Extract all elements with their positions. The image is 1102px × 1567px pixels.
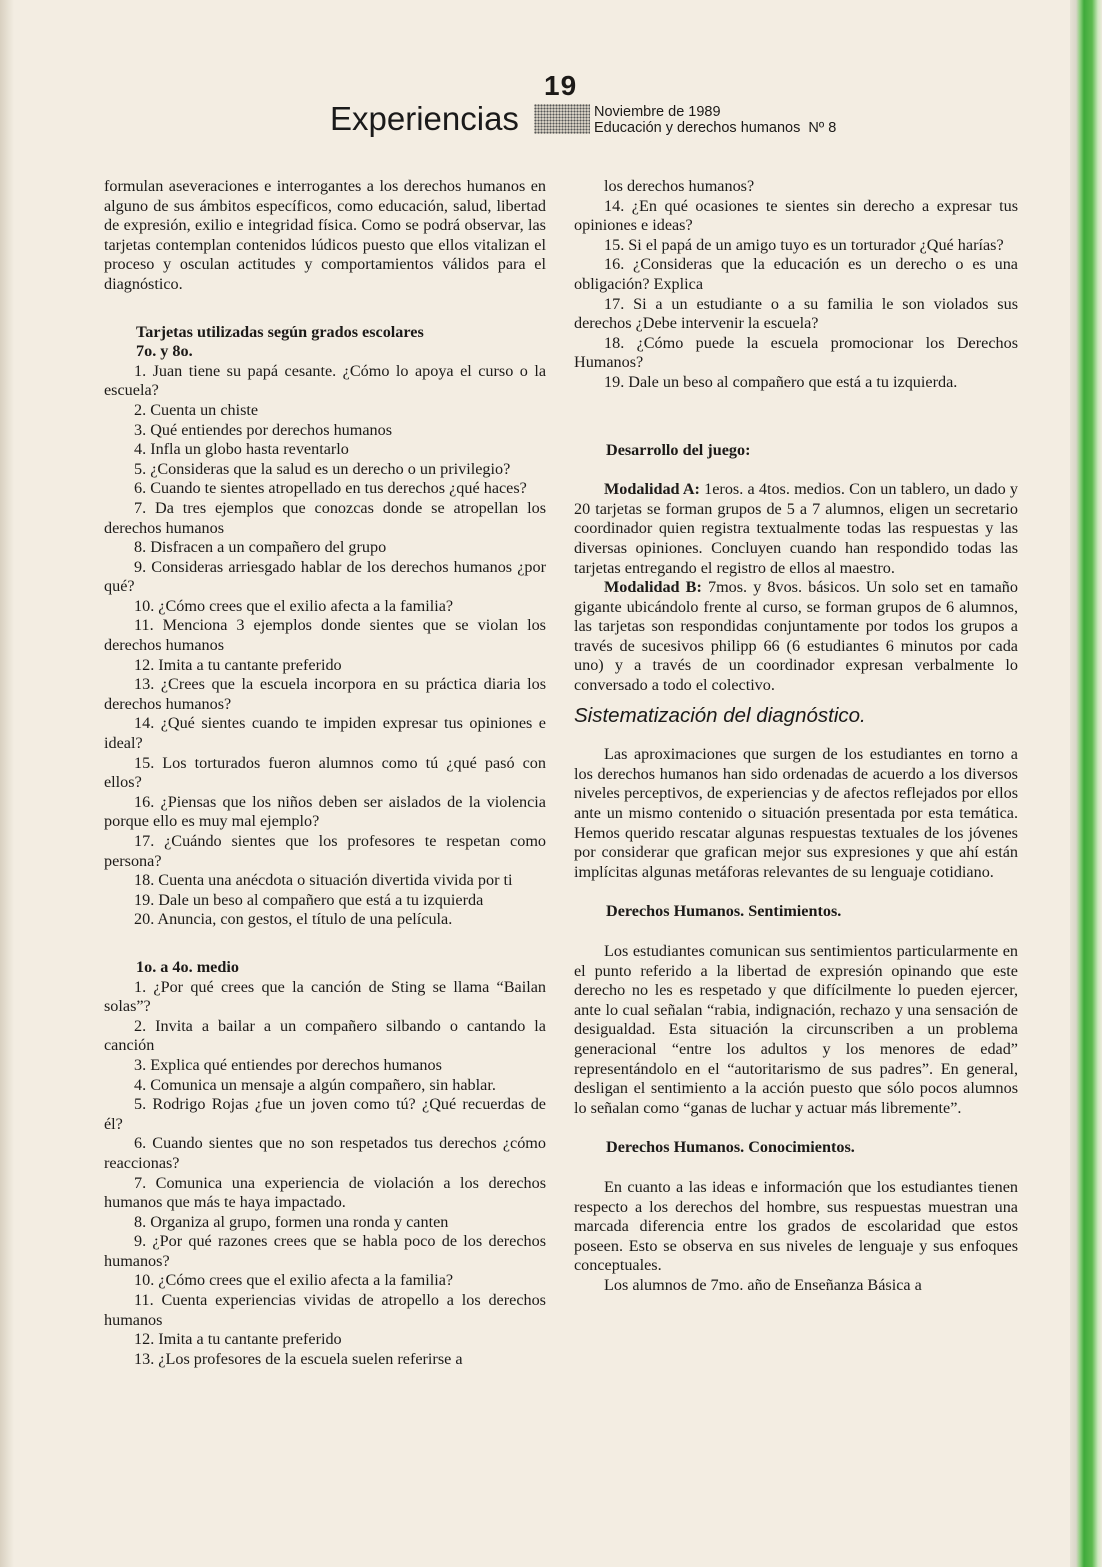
list-item: 14. ¿Qué sientes cuando te impiden expresar tus opiniones e ideal? <box>104 714 546 753</box>
issue-publication-line <box>594 120 836 136</box>
mode-a-text: 1eros. a 4tos. medios. Con un tablero, un dado y 20 tarjetas se forman grupos de 5 a 7 alumnos, eligen un secretario coordinador quien registra textualmente todas las respuestas y las diversas opiniones. Concluyen cuando han respondido todas las tarjetas entregando el registro de ellos al maestro. <box>574 480 1018 577</box>
list-item: 8. Organiza al grupo, formen una ronda y canten <box>134 1212 449 1231</box>
feelings-heading: Derechos Humanos. Sentimientos. <box>606 902 842 921</box>
game-heading: Desarrollo del juego: <box>606 440 751 459</box>
page-header <box>0 0 1102 150</box>
list-item: 19. Dale un beso al compañero que está a tu izquierda. <box>604 372 958 391</box>
list-item: 10. ¿Cómo crees que el exilio afecta a la familia? <box>134 1271 454 1290</box>
list-item: 18. ¿Cómo puede la escuela promocionar los Derechos Humanos? <box>574 333 1018 372</box>
list-item: 2. Cuenta un chiste <box>134 400 259 419</box>
right-column <box>574 177 1018 1296</box>
continued-line: Los alumnos de 7mo. año de Enseñanza Básica a <box>604 1275 922 1294</box>
list-item: 4. Infla un globo hasta reventarlo <box>134 440 349 459</box>
list-item: 20. Anuncia, con gestos, el título de una película. <box>134 910 453 929</box>
group2-list <box>104 978 546 1370</box>
list-item: 12. Imita a tu cantante preferido <box>134 655 342 674</box>
continued-list <box>574 177 1018 393</box>
binding-edge <box>1070 0 1102 1567</box>
mode-a-label: Modalidad A: <box>604 480 700 499</box>
group2-heading: 1o. a 4o. medio <box>136 957 239 976</box>
intro-paragraph: formulan aseveraciones e interrogantes a los derechos humanos en alguno de sus ámbitos específicos, como educación, salud, libertad de expresión, exilio e integridad física. Como se podrá observar, las tarjetas contemplan contenidos lúdicos puesto que ellos vitalizan el proceso y osculan actitudes y comportamientos válidos para el diagnóstico. <box>104 177 546 293</box>
mode-b-label: Modalidad B: <box>604 578 702 597</box>
group1-list <box>104 362 546 930</box>
page-number: 19 <box>544 70 578 101</box>
list-item: 1. Juan tiene su papá cesante. ¿Cómo lo apoya el curso o la escuela? <box>104 361 546 400</box>
list-item: 8. Disfracen a un compañero del grupo <box>134 538 387 557</box>
list-item: 3. Qué entiendes por derechos humanos <box>134 420 393 439</box>
list-item: 17. Si a un estudiante o a su familia le son violados sus derechos ¿Debe intervenir la escuela? <box>574 294 1018 333</box>
list-item: 17. ¿Cuándo sientes que los profesores te respetan como persona? <box>104 832 546 870</box>
list-item: 15. Si el papá de un amigo tuyo es un torturador ¿Qué harías? <box>604 235 1004 254</box>
list-item: los derechos humanos? <box>604 177 755 195</box>
list-item: 4. Comunica un mensaje a algún compañero, sin hablar. <box>134 1075 496 1094</box>
list-item: 9. ¿Por qué razones crees que se habla poco de los derechos humanos? <box>104 1232 546 1270</box>
list-item: 5. Rodrigo Rojas ¿fue un joven como tú? ¿Qué recuerdas de él? <box>104 1095 546 1133</box>
list-item: 13. ¿Crees que la escuela incorpora en su práctica diaria los derechos humanos? <box>104 675 546 713</box>
list-item: 5. ¿Consideras que la salud es un derecho o un privilegio? <box>134 459 511 478</box>
list-item: 7. Da tres ejemplos que conozcas donde se atropellan los derechos humanos <box>104 498 546 537</box>
left-column <box>104 177 546 1369</box>
list-item: 10. ¿Cómo crees que el exilio afecta a la familia? <box>134 596 454 615</box>
list-item: 9. Consideras arriesgado hablar de los derechos humanos ¿por qué? <box>104 557 546 596</box>
mode-a-paragraph <box>574 480 1018 578</box>
feelings-paragraph: Los estudiantes comunican sus sentimientos particularmente en el punto referido a la libertad de expresión opinando que este derecho no les es respetado y que difícilmente lo pueden ejercer, ante lo cual señalan “rabia, indignación, rechazo y una sensación de desigualdad. Esta situación la circunscriben a un problema generacional “entre los adultos y los menores de edad” representándolo en el “autoritarismo de sus padres”. En general, desligan el sentimiento a la acción puesto que sólo pocos alumnos lo señalan como “ganas de luchar y actuar más libremente”. <box>574 942 1018 1117</box>
knowledge-heading: Derechos Humanos. Conocimientos. <box>606 1138 855 1157</box>
cards-heading: Tarjetas utilizadas según grados escolares <box>136 322 424 341</box>
list-item: 6. Cuando te sientes atropellado en tus derechos ¿qué haces? <box>134 479 527 498</box>
list-item: 12. Imita a tu cantante preferido <box>134 1330 342 1349</box>
list-item: 11. Cuenta experiencias vividas de atropello a los derechos humanos <box>104 1291 546 1329</box>
list-item: 16. ¿Piensas que los niños deben ser aislados de la violencia porque ello es muy mal ejemplo? <box>104 792 546 831</box>
list-item: 15. Los torturados fueron alumnos como tú ¿qué pasó con ellos? <box>104 753 546 792</box>
halftone-block <box>534 104 590 134</box>
issue-number: Nº 8 <box>808 120 837 136</box>
publication-name: Educación y derechos humanos <box>594 120 801 136</box>
list-item: 7. Comunica una experiencia de violación a los derechos humanos que más te haya impactado. <box>104 1173 546 1212</box>
systematization-heading: Sistematización del diagnóstico. <box>574 703 866 727</box>
list-item: 1. ¿Por qué crees que la canción de Sting se llama “Bailan solas”? <box>104 977 546 1016</box>
list-item: 18. Cuenta una anécdota o situación divertida vivida por ti <box>134 871 513 890</box>
list-item: 6. Cuando sientes que no son respetados tus derechos ¿cómo reaccionas? <box>104 1134 546 1172</box>
systematization-paragraph: Las aproximaciones que surgen de los estudiantes en torno a los derechos humanos han sido ordenadas de acuerdo a los diversos niveles perceptivos, de experiencias y de afectos reflejados por ellos ante un mismo contenido o situación presentada por esta temática. Hemos querido rescatar algunas respuestas textuales de los jóvenes por considerar que grafican mejor sus expresiones y que ahí están implícitas algunas metáforas relevantes de su lenguaje cotidiano. <box>574 745 1018 881</box>
list-item: 16. ¿Consideras que la educación es un derecho o es una obligación? Explica <box>574 255 1018 293</box>
mode-b-text: 7mos. y 8vos. básicos. Un solo set en tamaño gigante ubicándolo frente al curso, se forman grupos de 6 alumnos, las tarjetas son respondidas conjuntamente por todos los grupos a través de sucesivos philipp 66 (6 estudiantes 6 minutos por cada uno) y a través de un coordinador expresan verbalmente lo conversado a todo el colectivo. <box>574 578 1018 695</box>
list-item: 14. ¿En qué ocasiones te sientes sin derecho a expresar tus opiniones e ideas? <box>574 196 1018 235</box>
issue-date: Noviembre de 1989 <box>594 104 721 120</box>
list-item: 3. Explica qué entiendes por derechos humanos <box>134 1055 442 1074</box>
list-item: 13. ¿Los profesores de la escuela suelen referirse a <box>134 1349 463 1368</box>
issue-info <box>594 104 836 136</box>
knowledge-paragraph: En cuanto a las ideas e información que los estudiantes tienen respecto a los derechos del hombre, sus respuestas muestran una marcada diferencia entre los grados de escolaridad que estos poseen. Esto se observa en sus niveles de lenguaje y sus enfoques conceptuales. <box>574 1177 1018 1275</box>
list-item: 2. Invita a bailar a un compañero silbando o cantando la canción <box>104 1016 546 1055</box>
section-title: Experiencias <box>330 100 519 137</box>
group1-heading: 7o. y 8o. <box>136 342 193 361</box>
list-item: 19. Dale un beso al compañero que está a tu izquierda <box>134 890 484 909</box>
page-fold-shadow <box>0 0 14 1567</box>
mode-b-paragraph <box>574 578 1018 696</box>
list-item: 11. Menciona 3 ejemplos donde sientes que se violan los derechos humanos <box>104 616 546 655</box>
